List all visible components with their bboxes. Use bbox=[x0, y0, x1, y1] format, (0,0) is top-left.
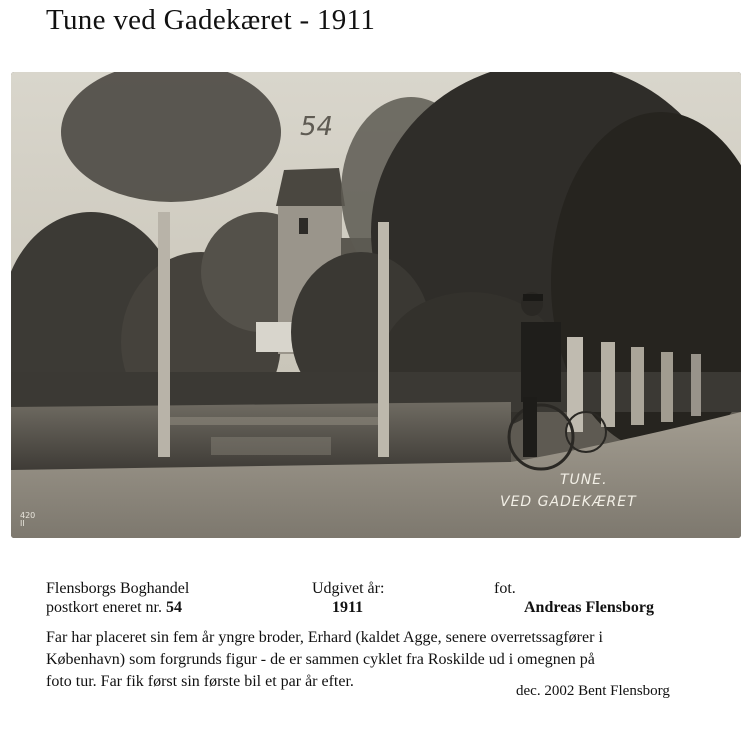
published-year: 1911 bbox=[332, 599, 364, 616]
corner-code-line1: 420 bbox=[20, 511, 36, 520]
publisher-block bbox=[46, 579, 189, 617]
photo-corner-code bbox=[20, 512, 35, 528]
publisher-name: Flensborgs Boghandel bbox=[46, 580, 190, 597]
postcard-label: postkort eneret nr. bbox=[46, 599, 162, 616]
postcard-number: 54 bbox=[165, 599, 182, 616]
caption-line-2: København) som forgrunds figur - de er sammen cyklet fra Roskilde ud i omegnen på bbox=[46, 651, 595, 668]
corner-code-line2: II bbox=[20, 519, 25, 528]
photographer-block bbox=[494, 579, 654, 617]
caption-line-3: foto tur. Far fik først sin første bil et par år efter. bbox=[46, 673, 354, 690]
photo-caption-place: VED GADEKÆRET bbox=[500, 494, 637, 510]
published-block bbox=[312, 579, 384, 617]
handwritten-number: 54 bbox=[300, 112, 334, 142]
vintage-postcard-photo bbox=[11, 72, 741, 538]
photographer-label: fot. bbox=[494, 580, 516, 597]
caption-line-1: Far har placeret sin fem år yngre broder, Erhard (kaldet Agge, senere overretssagfører i bbox=[46, 629, 603, 646]
postcard-info bbox=[46, 598, 189, 617]
photo-caption-town: TUNE. bbox=[560, 472, 608, 488]
page-title: Tune ved Gadekæret - 1911 bbox=[46, 4, 376, 36]
signature: dec. 2002 Bent Flensborg bbox=[516, 683, 670, 699]
photographer-name: Andreas Flensborg bbox=[524, 599, 654, 616]
published-label: Udgivet år: bbox=[312, 580, 385, 597]
